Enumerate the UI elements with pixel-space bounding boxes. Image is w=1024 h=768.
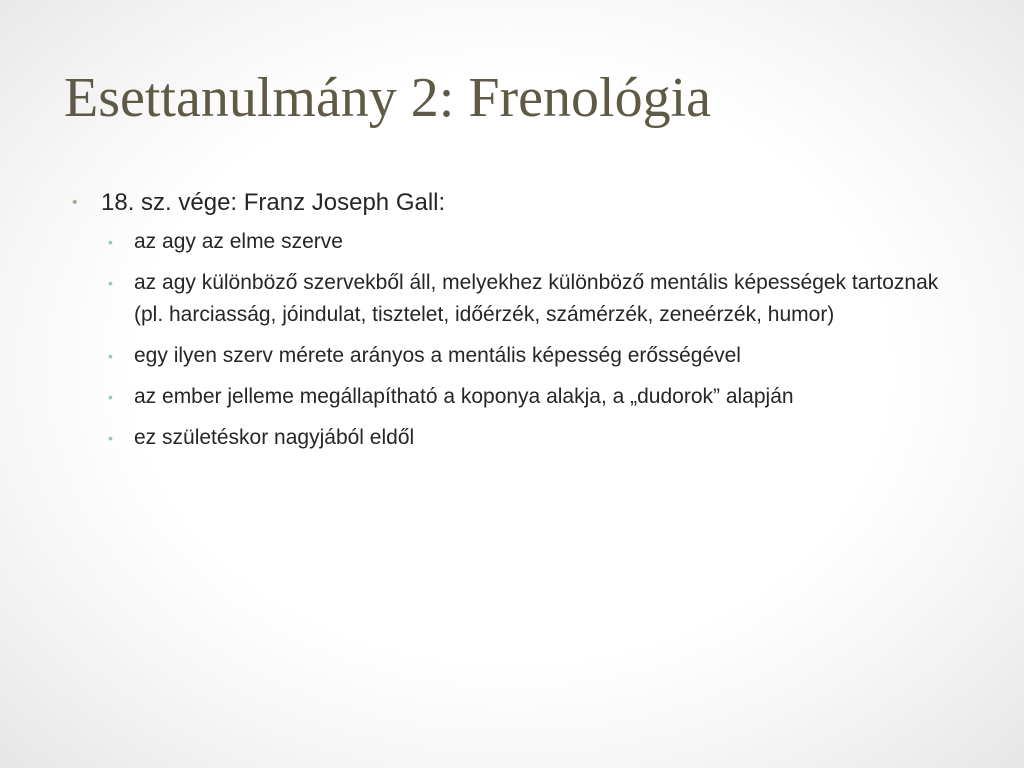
bullet-dot-icon: • [108, 389, 113, 405]
bullet-item-level2 [108, 226, 952, 258]
slide-title: Esettanulmány 2: Frenológia [64, 67, 711, 129]
bullet-item-level2 [108, 381, 952, 413]
bullet-text: 18. sz. vége: Franz Joseph Gall: [101, 189, 446, 216]
bullet-dot-icon: • [108, 348, 113, 364]
bullet-item-level2 [108, 340, 952, 372]
bullet-text: ez születéskor nagyjából eldől [134, 426, 415, 449]
bullet-item-level2 [108, 267, 952, 331]
bullet-dot-icon: • [72, 194, 78, 211]
bullet-text: az agy különböző szervekből áll, melyekhez különböző mentális képességek tartoznak (pl. harciasság, jóindulat, tisztelet, időérzék, számérzék, zeneérzék, humor) [134, 271, 939, 326]
bullet-text: az ember jelleme megállapítható a koponya alakja, a „dudorok” alapján [134, 385, 794, 408]
bullet-dot-icon: • [108, 234, 113, 250]
bullet-text: az agy az elme szerve [134, 230, 343, 253]
sub-bullet-list [108, 226, 952, 454]
bullet-item-level2 [108, 422, 952, 454]
bullet-text: egy ilyen szerv mérete arányos a mentális képesség erősségével [134, 344, 741, 367]
bullet-dot-icon: • [108, 430, 113, 446]
bullet-item-level1 [72, 186, 952, 220]
bullet-dot-icon: • [108, 275, 113, 291]
bullet-list [72, 186, 952, 463]
